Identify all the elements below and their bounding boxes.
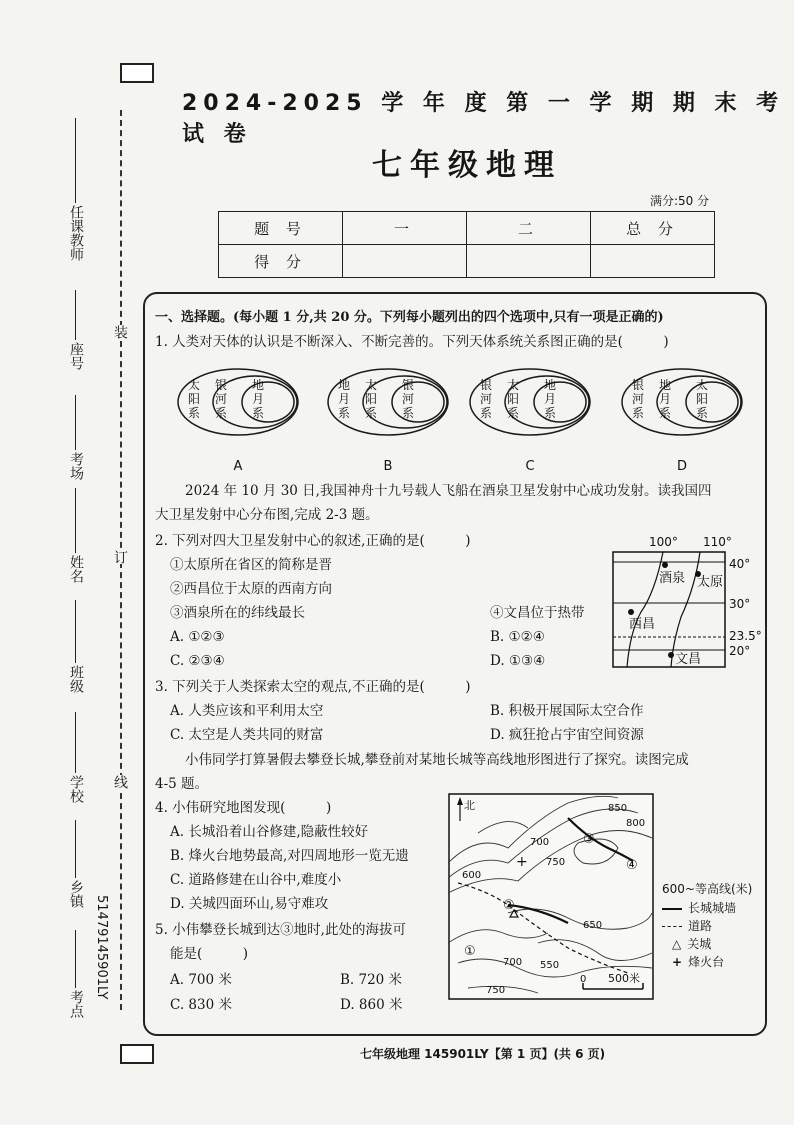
diagram-label-char: 系 — [251, 406, 265, 420]
diagram-label-char: 河 — [401, 392, 415, 406]
score-cell: 一 — [343, 212, 467, 245]
contour-label: 750 — [546, 857, 566, 868]
binding-line[interactable] — [75, 395, 76, 450]
q2-item-1: ①太原所在省区的简称是晋 — [170, 557, 332, 573]
diagram-label-char: 月 — [543, 392, 557, 406]
diagram-label-char: 系 — [506, 406, 520, 420]
q2-item-2: ②西昌位于太原的西南方向 — [170, 581, 332, 597]
legend-road-label: 道路 — [688, 919, 713, 933]
binding-ding: 订 — [112, 550, 128, 564]
q2-item-3: ③酒泉所在的纬线最长 — [170, 605, 305, 621]
exam-title: 2024-2025 学 年 度 第 一 学 期 期 末 考 试 卷 — [182, 91, 785, 147]
q5-option-d[interactable]: D. 860 米 — [340, 997, 403, 1013]
contour-label: 600 — [462, 870, 482, 881]
q2-item-4: ④文昌位于热带 — [490, 605, 585, 621]
point-3: ③ — [583, 832, 595, 847]
city-taiyuan: 太原 — [697, 575, 724, 590]
city-dot-wenchang — [668, 652, 674, 658]
q5-option-a[interactable]: A. 700 米 — [170, 972, 232, 988]
binding-school: 学校 — [68, 775, 84, 803]
legend-beacon-label: 烽火台 — [688, 955, 725, 969]
city-dot-jiuquan — [662, 562, 668, 568]
contour-map — [448, 793, 654, 1000]
q4-option-b[interactable]: B. 烽火台地势最高,对四周地形一览无遗 — [170, 848, 409, 864]
contour-label: 650 — [583, 920, 603, 931]
binding-name: 姓名 — [68, 555, 84, 583]
binding-line[interactable] — [75, 600, 76, 663]
legend-beacon — [672, 953, 724, 970]
diagram-b-inner — [392, 382, 444, 422]
question-2: 2. 下列对四大卫星发射中心的叙述,正确的是( ) — [155, 533, 471, 549]
binding-class: 班级 — [68, 665, 84, 693]
legend-contour: 600~等高线(米) — [662, 882, 753, 896]
diagram-a-inner — [242, 382, 294, 422]
diagram-label-char: 系 — [364, 406, 378, 420]
diagram-label-char: 银 — [401, 378, 415, 392]
beacon-icon: + — [516, 854, 528, 870]
q3-option-d[interactable]: D. 疯狂抢占宇宙空间资源 — [490, 727, 644, 743]
corner-box-top — [120, 63, 154, 83]
launch-center-map — [605, 532, 765, 672]
score-table — [218, 211, 715, 278]
question-1: 1. 人类对天体的认识是不断深入、不断完善的。下列天体系统关系图正确的是( ) — [155, 334, 669, 350]
diagram-label-char: 月 — [658, 392, 672, 406]
binding-line[interactable] — [75, 930, 76, 988]
passage-1a: 2024 年 10 月 30 日,我国神舟十九号载人飞船在酒泉卫星发射中心成功发射。读我国四 — [185, 483, 712, 499]
north-label: 北 — [464, 799, 475, 812]
legend-wall-line — [662, 908, 682, 910]
q5-option-c[interactable]: C. 830 米 — [170, 997, 232, 1013]
diagram-label-char: 系 — [337, 406, 351, 420]
plus-icon: + — [672, 955, 683, 969]
passage-2b: 4-5 题。 — [155, 776, 209, 792]
binding-line[interactable] — [75, 820, 76, 878]
diagram-label-char: 银 — [631, 378, 645, 392]
lon-label-100: 100° — [649, 535, 678, 549]
q4-option-d[interactable]: D. 关城四面环山,易守难攻 — [170, 896, 329, 912]
question-3: 3. 下列关于人类探索太空的观点,不正确的是( ) — [155, 679, 471, 695]
diagram-label-char: 河 — [479, 392, 493, 406]
binding-line[interactable] — [75, 118, 76, 203]
lat-label-20: 20° — [729, 644, 751, 658]
question-5b: 能是( ) — [170, 946, 249, 962]
section-heading: 一、选择题。(每小题 1 分,共 20 分。下列每小题列出的四个选项中,只有一项是正确的) — [155, 310, 664, 325]
diagram-label-char: 系 — [214, 406, 228, 420]
q1-diagrams — [170, 362, 750, 477]
diagram-label-char: 系 — [401, 406, 415, 420]
diagram-c-inner — [534, 382, 586, 422]
binding-seat: 座号 — [68, 342, 84, 370]
contour-label: 750 — [486, 985, 506, 996]
legend-pass-label: 关城 — [687, 937, 712, 951]
page-footer: 七年级地理 145901LY【第 1 页】(共 6 页) — [360, 1047, 606, 1061]
full-score: 满分:50 分 — [650, 194, 710, 208]
q2-option-a[interactable]: A. ①②③ — [170, 629, 225, 645]
corner-box-bottom — [120, 1044, 154, 1064]
subject-title: 七年级地理 — [372, 148, 562, 183]
contour-label: 800 — [626, 818, 646, 829]
diagram-label-char: 太 — [364, 378, 378, 392]
binding-line[interactable] — [75, 488, 76, 553]
diagram-label-char: 地 — [251, 378, 265, 392]
binding-zhuang: 装 — [112, 325, 128, 339]
diagram-label-char: 地 — [658, 378, 672, 392]
point-2: ② — [503, 898, 515, 913]
option-letter-b: B — [383, 459, 393, 474]
binding-line[interactable] — [75, 712, 76, 773]
lat-label-40: 40° — [729, 557, 751, 571]
diagram-d-inner — [686, 382, 738, 422]
triangle-icon: △ — [672, 937, 682, 951]
score-input-2[interactable] — [467, 245, 591, 278]
question-4: 4. 小伟研究地图发现( ) — [155, 800, 332, 816]
diagram-label-char: 太 — [506, 378, 520, 392]
contour-label: 550 — [540, 960, 560, 971]
score-cell: 二 — [467, 212, 591, 245]
diagram-label-char: 太 — [187, 378, 201, 392]
diagram-label-char: 太 — [695, 378, 709, 392]
diagram-label-char: 阳 — [695, 392, 709, 406]
diagram-label-char: 河 — [214, 392, 228, 406]
question-5a: 5. 小伟攀登长城到达③地时,此处的海拔可 — [155, 922, 406, 938]
score-input-total[interactable] — [591, 245, 715, 278]
legend-road-line — [662, 926, 682, 927]
q3-option-a[interactable]: A. 人类应该和平利用太空 — [170, 703, 324, 719]
binding-town: 乡镇 — [68, 880, 84, 908]
binding-xian: 线 — [112, 775, 128, 789]
legend-road — [662, 917, 712, 934]
q3-option-c[interactable]: C. 太空是人类共同的财富 — [170, 727, 324, 743]
diagram-label-char: 月 — [251, 392, 265, 406]
contour-label: 850 — [608, 803, 628, 814]
binding-teacher: 任课教师 — [68, 205, 84, 261]
binding-code: 51479145901LY — [94, 895, 109, 1000]
q2-option-b[interactable]: B. ①②④ — [490, 629, 545, 645]
city-xichang: 西昌 — [629, 617, 656, 632]
contour-label: 700 — [530, 837, 550, 848]
diagram-label-char: 系 — [187, 406, 201, 420]
option-letter-c: C — [525, 459, 535, 474]
diagram-label-char: 银 — [214, 378, 228, 392]
diagram-label-char: 系 — [695, 406, 709, 420]
scale-zero: 0 — [580, 974, 587, 985]
q3-option-b[interactable]: B. 积极开展国际太空合作 — [490, 703, 644, 719]
diagram-label-char: 月 — [337, 392, 351, 406]
lat-label-23: 23.5° — [729, 629, 762, 643]
score-cell: 总 分 — [591, 212, 715, 245]
binding-site: 考点 — [68, 990, 84, 1018]
option-letter-d: D — [676, 459, 688, 474]
diagram-label-char: 阳 — [506, 392, 520, 406]
binding-line[interactable] — [75, 290, 76, 340]
contour-label: 700 — [503, 957, 523, 968]
diagram-label-char: 系 — [543, 406, 557, 420]
score-cell: 得 分 — [219, 245, 343, 278]
binding-room: 考场 — [68, 452, 84, 480]
diagram-label-char: 地 — [337, 378, 351, 392]
q4-option-a[interactable]: A. 长城沿着山谷修建,隐蔽性较好 — [170, 824, 369, 840]
diagram-label-char: 河 — [631, 392, 645, 406]
option-letter-a: A — [233, 459, 243, 474]
legend-pass — [672, 935, 711, 952]
city-dot-xichang — [628, 609, 634, 615]
diagram-label-char: 地 — [543, 378, 557, 392]
city-jiuquan: 酒泉 — [659, 571, 686, 586]
legend-wall-label: 长城城墙 — [688, 901, 737, 915]
point-4: ④ — [626, 858, 638, 873]
score-input-1[interactable] — [343, 245, 467, 278]
diagram-label-char: 系 — [631, 406, 645, 420]
point-1: ① — [464, 944, 476, 959]
diagram-label-char: 系 — [658, 406, 672, 420]
lon-label-110: 110° — [703, 535, 732, 549]
passage-1b: 大卫星发射中心分布图,完成 2-3 题。 — [155, 507, 379, 523]
lat-label-30: 30° — [729, 597, 751, 611]
legend-wall — [662, 899, 736, 916]
q4-option-c[interactable]: C. 道路修建在山谷中,难度小 — [170, 872, 342, 888]
diagram-label-char: 银 — [479, 378, 493, 392]
scale-label: 500米 — [608, 972, 640, 985]
q2-option-c[interactable]: C. ②③④ — [170, 653, 225, 669]
diagram-label-char: 阳 — [187, 392, 201, 406]
diagram-label-char: 系 — [479, 406, 493, 420]
q2-option-d[interactable]: D. ①③④ — [490, 653, 546, 669]
city-wenchang: 文昌 — [675, 652, 702, 667]
score-cell: 题 号 — [219, 212, 343, 245]
passage-2a: 小伟同学打算暑假去攀登长城,攀登前对某地长城等高线地形图进行了探究。读图完成 — [185, 752, 689, 768]
q5-option-b[interactable]: B. 720 米 — [340, 972, 403, 988]
diagram-label-char: 阳 — [364, 392, 378, 406]
